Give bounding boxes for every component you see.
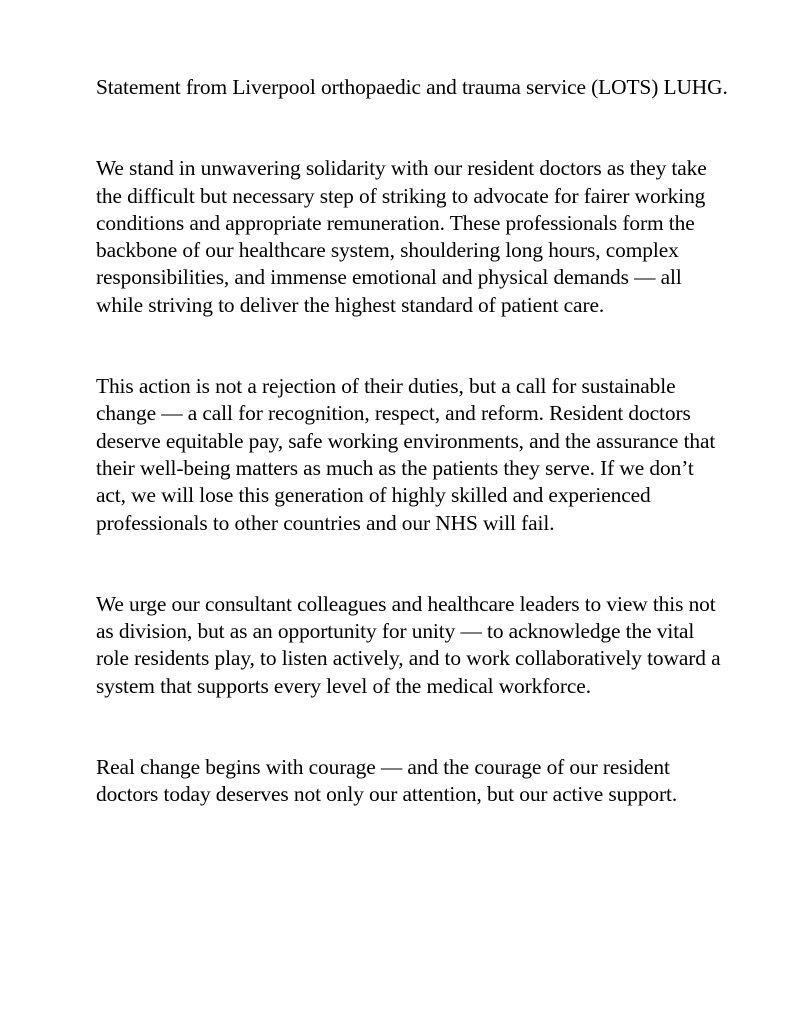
paragraph-call-for-change: This action is not a rejection of their duties, but a call for sustainable change — a call for recognition, respect, and reform. Resident doctors deserve equitable pay, safe working environments, and the assurance that their well-being matters as much as the patients they serve. If we don’t act, we will lose this generation of highly skilled and experienced professionals to other countries and our NHS will fail. <box>96 374 716 535</box>
paragraph-solidarity: We stand in unwavering solidarity with our resident doctors as they take the difficult but necessary step of striking to advocate for fairer working conditions and appropriate remuneration. These professionals form the backbone of our healthcare system, shouldering long hours, complex responsibilities, and immense emotional and physical demands — all while striving to deliver the highest standard of patient care. <box>96 156 707 317</box>
paragraph-courage: Real change begins with courage — and the courage of our resident doctors today deserves not only our attention, but our active support. <box>96 755 678 807</box>
paragraph-urge-colleagues: We urge our consultant colleagues and healthcare leaders to view this not as division, but as an opportunity for unity — to acknowledge the vital role residents play, to listen actively, and to work collaboratively toward a system that supports every level of the medical workforce. <box>96 591 721 698</box>
statement-title: Statement from Liverpool orthopaedic and trauma service (LOTS) LUHG. <box>96 75 728 99</box>
